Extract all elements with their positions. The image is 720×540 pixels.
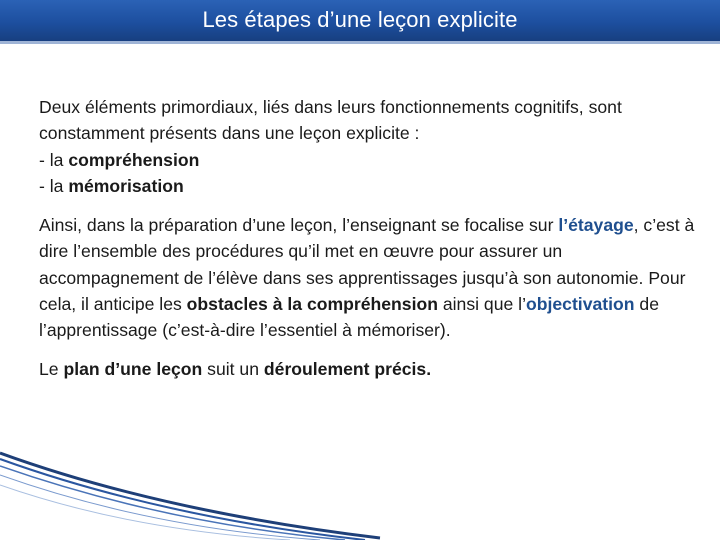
paragraph-plan bbox=[39, 356, 699, 382]
text-segment: Ainsi, dans la préparation d’une leçon, l’enseignant se focalise sur bbox=[39, 215, 559, 236]
term-plan: plan d’une leçon bbox=[63, 358, 203, 379]
item-prefix: - la bbox=[39, 149, 69, 170]
text-segment: suit un bbox=[202, 358, 264, 379]
text-segment: de l’apprentissage (c’est-à-dire l’essentiel à mémoriser). bbox=[39, 294, 659, 341]
text-segment: , c’est à dire l’ensemble des procédures qu’il met en œuvre pour assurer un accompagnement de l’élève dans ses apprentissages jusqu’à son autonomie. Pour cela, il anticipe les bbox=[39, 215, 695, 315]
term-comprehension: compréhension bbox=[68, 149, 200, 170]
paragraph-etayage bbox=[39, 212, 699, 343]
slide-title: Les étapes d’une leçon explicite bbox=[202, 7, 518, 32]
term-etayage: l’étayage bbox=[558, 215, 634, 236]
term-memorisation: mémorisation bbox=[68, 175, 184, 196]
decorative-swoosh bbox=[0, 445, 720, 540]
slide-body bbox=[39, 94, 699, 382]
term-obstacles: obstacles à la compréhension bbox=[186, 294, 438, 315]
term-objectivation: objectivation bbox=[526, 294, 635, 315]
text-segment: Le bbox=[39, 358, 64, 379]
paragraph-elements bbox=[39, 94, 699, 199]
title-bar bbox=[0, 0, 720, 44]
text-segment: ainsi que l’ bbox=[437, 294, 526, 315]
term-deroulement: déroulement précis. bbox=[263, 358, 432, 379]
item-prefix: - la bbox=[39, 175, 69, 196]
intro-text: Deux éléments primordiaux, liés dans leurs fonctionnements cognitifs, sont constamment présents dans une leçon explicite : bbox=[39, 97, 622, 144]
